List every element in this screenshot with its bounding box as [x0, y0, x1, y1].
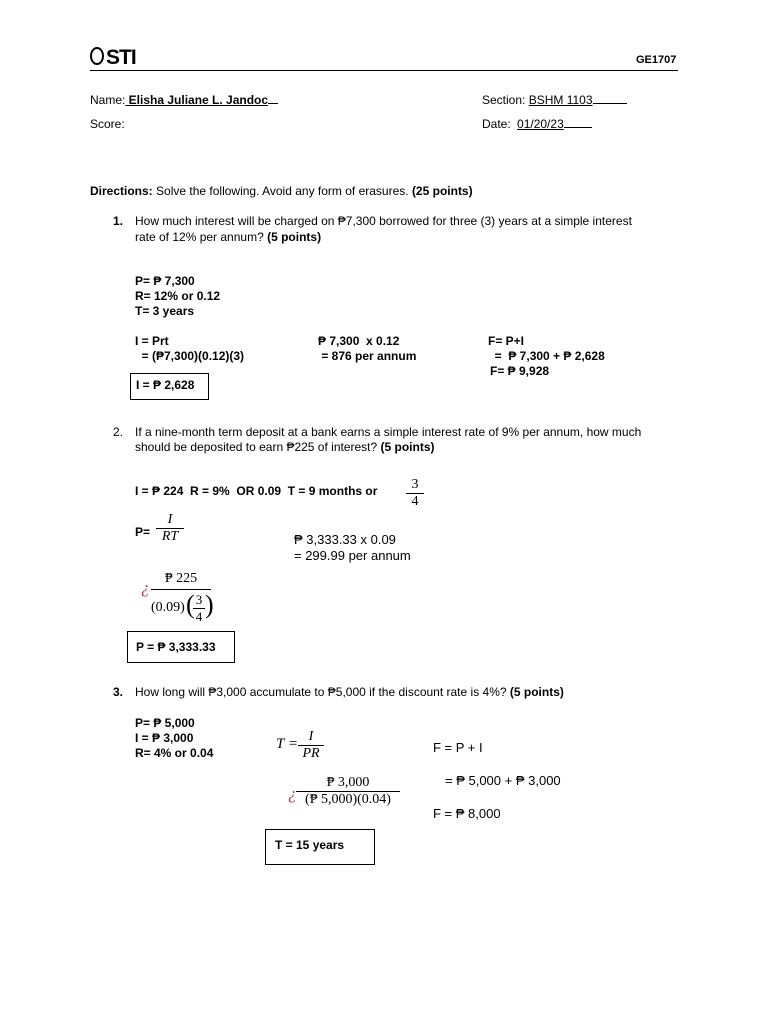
q2-given: I = ₱ 224 R = 9% OR 0.09 T = 9 months or [135, 484, 378, 498]
q2-sub-num: ₱ 225 [164, 571, 198, 586]
q1-prompt-line1: How much interest will be charged on ₱7,300 borrowed for three (3) years at a simple interest [135, 214, 632, 228]
q3-given-r: R= 4% or 0.04 [135, 746, 214, 760]
q3-right-line3: F = ₱ 8,000 [433, 806, 501, 821]
q2-p-label: P= [135, 525, 151, 539]
q1-formula-line2: = (₱7,300)(0.12)(3) [135, 349, 245, 363]
q3-sub-fraction: $\frac{₱ 3,000}{(₱ 5,000)(0.04)}$ [296, 775, 400, 808]
q2-prompt-line1: If a nine-month term deposit at a bank earns a simple interest rate of 9% per annum, how much [135, 425, 642, 439]
q2-mid-line1: ₱ 3,333.33 x 0.09 [294, 532, 396, 547]
q2-number: 2. [113, 425, 124, 439]
q3-formula-fraction: $\frac{I}{PR}$ [298, 729, 324, 762]
section-label: Section: [482, 93, 526, 107]
q2-answer: P = ₱ 3,333.33 [136, 640, 216, 654]
section-row [482, 93, 627, 107]
q1-right-line1: F= P+I [488, 334, 525, 348]
q3-answer: T = 15 years [275, 838, 345, 852]
header-rule [90, 70, 678, 71]
q1-right-line2: = ₱ 7,300 + ₱ 2,628 [488, 349, 605, 363]
date-label: Date: [482, 117, 511, 131]
date-value: 01/20/23 [517, 117, 564, 131]
q1-right-line3: F= ₱ 9,928 [490, 364, 550, 378]
q1-answer: I = ₱ 2,628 [136, 378, 195, 392]
directions-text: Solve the following. Avoid any form of erasures. [152, 184, 412, 198]
q2-prompt-line2: should be deposited to earn ₱225 of interest? (5 points) [135, 440, 435, 454]
q1-prompt-line2: rate of 12% per annum? (5 points) [135, 230, 322, 244]
q1-middle-line1: ₱ 7,300 x 0.12 [318, 334, 400, 348]
q3-given-p: P= ₱ 5,000 [135, 716, 195, 730]
section-value: BSHM 1103 [528, 93, 593, 107]
logo-mark-icon [90, 47, 104, 65]
sti-logo: STI [90, 46, 136, 70]
q3-number: 3. [113, 685, 124, 699]
q2-time-fraction: $\frac{3}{4}$ [406, 477, 424, 510]
q2-formula-fraction: $\frac{I}{RT}$ [156, 512, 184, 545]
q2-mid-line2: = 299.99 per annum [294, 548, 411, 563]
q3-answer-box [265, 829, 375, 865]
q2-sub-symbol: ¿ [141, 578, 150, 597]
q1-given-r: R= 12% or 0.12 [135, 289, 221, 303]
q3-sub-symbol: ¿ [288, 784, 297, 803]
directions [90, 184, 473, 198]
q3-prompt: How long will ₱3,000 accumulate to ₱5,000 if the discount rate is 4%? (5 points) [135, 685, 564, 699]
q1-number: 1. [113, 214, 124, 228]
directions-label: Directions: [90, 184, 153, 198]
q1-middle-line2: = 876 per annum [318, 349, 417, 363]
q2-sub-expression [151, 571, 214, 624]
q1-given-t: T= 3 years [135, 304, 195, 318]
q1-answer-box [130, 373, 209, 400]
q3-right-line1: F = P + I [433, 740, 483, 755]
name-label: Name: [90, 93, 126, 107]
name-value: Elisha Juliane L. Jandoc [125, 93, 269, 107]
name-row [90, 93, 278, 107]
course-code: GE1707 [636, 54, 677, 66]
q2-sub-den: (0.09) ( $\frac{3}{4}$ ) [151, 590, 214, 624]
q2-answer-box [127, 631, 235, 663]
q3-right-line2: = ₱ 5,000 + ₱ 3,000 [445, 773, 561, 788]
q1-given-p: P= ₱ 7,300 [135, 274, 195, 288]
date-row [482, 117, 592, 131]
score-label: Score: [90, 117, 125, 131]
directions-points: (25 points) [411, 184, 473, 198]
q1-formula-line1: I = Prt [135, 334, 169, 348]
q3-t-eq: T = [276, 736, 298, 752]
q3-given-i: I = ₱ 3,000 [135, 731, 194, 745]
